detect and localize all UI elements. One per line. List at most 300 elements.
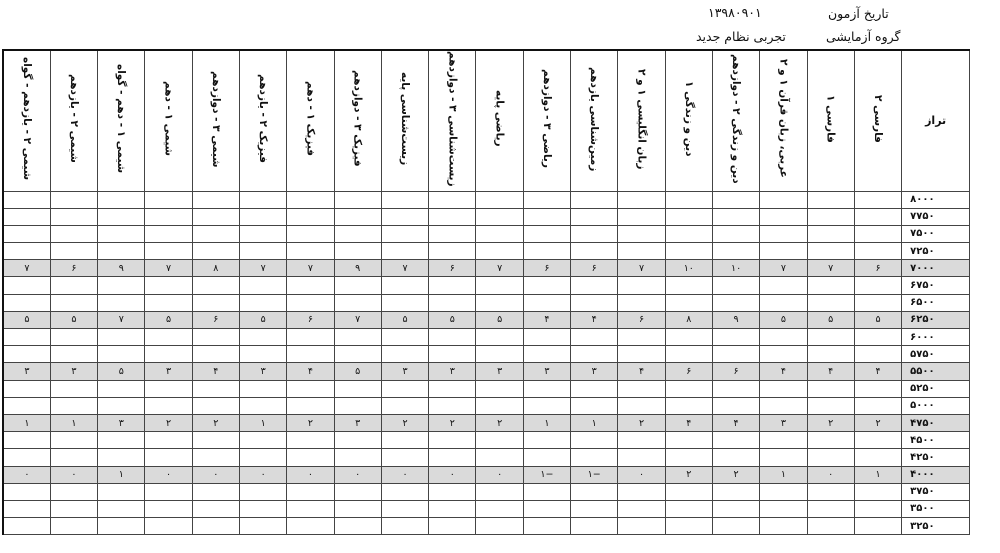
score-cell — [854, 483, 901, 500]
score-cell — [3, 294, 50, 311]
score-cell — [807, 329, 854, 346]
score-cell — [854, 191, 901, 208]
column-header — [239, 50, 286, 191]
score-cell: ۲ — [618, 414, 665, 431]
score-cell: ۷ — [334, 311, 381, 328]
column-header — [145, 50, 192, 191]
table-row — [3, 243, 970, 260]
score-cell — [523, 518, 570, 535]
score-cell — [476, 380, 523, 397]
column-header — [334, 50, 381, 191]
table-row — [3, 397, 970, 414]
score-cell — [854, 380, 901, 397]
score-cell — [381, 191, 428, 208]
score-cell — [334, 380, 381, 397]
score-cell — [665, 483, 712, 500]
score-cell — [571, 449, 618, 466]
score-cell — [618, 329, 665, 346]
score-cell: ۵ — [381, 311, 428, 328]
score-cell — [381, 483, 428, 500]
score-cell — [334, 243, 381, 260]
score-cell — [618, 346, 665, 363]
score-cell — [523, 225, 570, 242]
score-cell — [712, 346, 759, 363]
score-cell: ۴ — [287, 363, 334, 380]
score-cell — [239, 518, 286, 535]
score-cell — [429, 500, 476, 517]
score-cell: ۶ — [712, 363, 759, 380]
score-cell — [618, 432, 665, 449]
column-header — [287, 50, 334, 191]
score-cell: ۹ — [712, 311, 759, 328]
score-cell — [50, 208, 97, 225]
score-cell: ۵ — [98, 363, 145, 380]
score-cell — [145, 243, 192, 260]
taraz-value: ۶۲۵۰ — [902, 311, 970, 328]
score-cell — [807, 397, 854, 414]
score-cell — [665, 329, 712, 346]
score-cell — [334, 294, 381, 311]
score-cell — [334, 432, 381, 449]
score-cell — [287, 380, 334, 397]
score-cell — [381, 518, 428, 535]
score-cell — [712, 329, 759, 346]
score-cell — [476, 500, 523, 517]
score-cell — [571, 432, 618, 449]
score-cell — [239, 294, 286, 311]
table-row — [3, 311, 970, 328]
table-row — [3, 329, 970, 346]
column-header — [712, 50, 759, 191]
score-cell — [476, 208, 523, 225]
score-cell — [760, 243, 807, 260]
score-cell: ۴ — [192, 363, 239, 380]
score-cell — [50, 380, 97, 397]
column-header — [476, 50, 523, 191]
score-cell — [429, 397, 476, 414]
score-cell — [98, 277, 145, 294]
score-cell — [287, 329, 334, 346]
score-cell — [239, 329, 286, 346]
score-cell: ۶ — [571, 260, 618, 277]
score-cell — [145, 500, 192, 517]
score-cell — [665, 449, 712, 466]
taraz-value: ۴۰۰۰ — [902, 466, 970, 483]
score-cell: ۳ — [50, 363, 97, 380]
score-cell — [523, 243, 570, 260]
score-cell — [618, 243, 665, 260]
score-cell: ۲ — [712, 466, 759, 483]
score-cell — [98, 329, 145, 346]
score-cell — [239, 397, 286, 414]
score-cell — [665, 294, 712, 311]
score-cell — [50, 449, 97, 466]
score-cell: ۲ — [665, 466, 712, 483]
score-cell: ۰ — [3, 466, 50, 483]
score-cell — [807, 449, 854, 466]
score-cell — [854, 294, 901, 311]
taraz-value: ۸۰۰۰ — [902, 191, 970, 208]
score-cell: ۳ — [239, 363, 286, 380]
score-cell — [760, 329, 807, 346]
table-row — [3, 449, 970, 466]
score-cell — [334, 346, 381, 363]
score-cell — [98, 346, 145, 363]
score-cell — [287, 500, 334, 517]
score-cell — [476, 294, 523, 311]
score-cell — [334, 208, 381, 225]
score-cell — [618, 397, 665, 414]
score-cell — [665, 243, 712, 260]
score-cell — [145, 483, 192, 500]
score-cell — [239, 346, 286, 363]
score-cell — [712, 500, 759, 517]
score-cell — [145, 346, 192, 363]
column-header-label: زمین‌شناسی یازدهم — [588, 66, 601, 171]
score-cell — [429, 294, 476, 311]
score-cell — [239, 191, 286, 208]
score-cell — [381, 277, 428, 294]
score-cell: ۳ — [381, 363, 428, 380]
score-cell — [50, 277, 97, 294]
table-row — [3, 432, 970, 449]
score-cell: ۵ — [145, 311, 192, 328]
score-cell: ۶ — [50, 260, 97, 277]
score-cell — [145, 518, 192, 535]
score-cell: ۷ — [145, 260, 192, 277]
score-cell — [145, 397, 192, 414]
score-cell — [145, 208, 192, 225]
score-cell — [381, 449, 428, 466]
score-cell: ۱۰ — [665, 260, 712, 277]
score-cell: ۷ — [98, 311, 145, 328]
score-cell — [571, 294, 618, 311]
score-cell: ۷ — [807, 260, 854, 277]
score-cell — [854, 397, 901, 414]
exam-date-label: تاریخ آزمون — [828, 6, 889, 21]
score-cell — [712, 432, 759, 449]
score-cell — [618, 518, 665, 535]
score-cell — [3, 432, 50, 449]
score-cell — [334, 277, 381, 294]
score-cell — [381, 329, 428, 346]
score-cell — [665, 277, 712, 294]
score-cell: −۱ — [523, 466, 570, 483]
taraz-value: ۵۰۰۰ — [902, 397, 970, 414]
score-cell — [3, 243, 50, 260]
score-cell — [476, 225, 523, 242]
score-cell — [807, 500, 854, 517]
score-cell — [523, 380, 570, 397]
score-cell: ۸ — [192, 260, 239, 277]
score-cell — [665, 208, 712, 225]
score-cell — [665, 518, 712, 535]
table-row — [3, 208, 970, 225]
column-header — [618, 50, 665, 191]
score-cell: ۶ — [523, 260, 570, 277]
score-cell — [429, 208, 476, 225]
table-row — [3, 414, 970, 431]
score-cell — [334, 518, 381, 535]
score-cell — [854, 432, 901, 449]
column-header-label: زیست‌شناسی ۳ - دوازدهم — [446, 51, 459, 187]
score-cell — [523, 449, 570, 466]
column-header-label: شیمی ۱ - دهم - گواه — [115, 64, 128, 174]
score-cell: ۵ — [334, 363, 381, 380]
score-cell — [618, 500, 665, 517]
score-cell — [287, 432, 334, 449]
table-row — [3, 466, 970, 483]
score-cell — [712, 518, 759, 535]
score-cell — [50, 243, 97, 260]
score-cell — [381, 380, 428, 397]
score-cell — [145, 449, 192, 466]
score-cell: ۲ — [287, 414, 334, 431]
taraz-value: ۷۵۰۰ — [902, 225, 970, 242]
score-cell — [760, 449, 807, 466]
score-cell — [665, 225, 712, 242]
score-cell — [192, 483, 239, 500]
score-cell: ۶ — [665, 363, 712, 380]
score-cell — [618, 483, 665, 500]
score-cell — [571, 346, 618, 363]
table-row — [3, 346, 970, 363]
score-cell — [98, 243, 145, 260]
score-cell — [3, 397, 50, 414]
score-cell: ۷ — [381, 260, 428, 277]
score-cell: ۶ — [287, 311, 334, 328]
score-cell: ۱ — [571, 414, 618, 431]
score-cell — [571, 225, 618, 242]
score-cell: ۲ — [381, 414, 428, 431]
score-cell — [50, 500, 97, 517]
score-cell — [571, 243, 618, 260]
score-cell — [145, 277, 192, 294]
column-header-label: ریاضی پایه — [493, 90, 506, 148]
column-header — [571, 50, 618, 191]
score-cell — [239, 208, 286, 225]
taraz-value: ۴۵۰۰ — [902, 432, 970, 449]
score-cell — [192, 225, 239, 242]
score-cell — [712, 208, 759, 225]
score-cell: ۳ — [476, 363, 523, 380]
score-cell: ۸ — [665, 311, 712, 328]
score-cell — [429, 225, 476, 242]
score-cell — [571, 277, 618, 294]
score-cell — [476, 432, 523, 449]
score-cell — [618, 208, 665, 225]
column-header-label: زبان انگلیسی ۱ و ۲ — [635, 68, 648, 169]
score-cell — [665, 432, 712, 449]
taraz-value: ۶۰۰۰ — [902, 329, 970, 346]
score-cell — [192, 432, 239, 449]
score-cell — [98, 397, 145, 414]
column-header-label: فیزیک ۳ - دوازدهم — [351, 70, 364, 168]
taraz-value: ۳۷۵۰ — [902, 483, 970, 500]
taraz-score-table — [2, 49, 970, 535]
column-header-label: شیمی ۳ - دوازدهم — [209, 70, 222, 167]
score-cell: ۷ — [618, 260, 665, 277]
score-cell — [807, 225, 854, 242]
score-cell — [760, 191, 807, 208]
score-cell — [523, 329, 570, 346]
column-header-label: زیست‌شناسی پایه — [399, 72, 412, 166]
score-cell — [712, 449, 759, 466]
score-cell — [760, 346, 807, 363]
score-cell: ۰ — [807, 466, 854, 483]
score-cell: ۱ — [239, 414, 286, 431]
taraz-value: ۵۲۵۰ — [902, 380, 970, 397]
table-row — [3, 363, 970, 380]
score-cell — [429, 277, 476, 294]
score-cell — [239, 483, 286, 500]
score-cell — [760, 294, 807, 311]
score-cell: ۶ — [854, 260, 901, 277]
score-cell — [429, 329, 476, 346]
score-cell: ۵ — [3, 311, 50, 328]
score-cell: ۵ — [429, 311, 476, 328]
table-row — [3, 294, 970, 311]
score-cell — [665, 191, 712, 208]
score-cell — [807, 380, 854, 397]
score-cell: ۰ — [145, 466, 192, 483]
table-row — [3, 500, 970, 517]
score-cell — [239, 449, 286, 466]
column-header-taraz: تراز — [902, 50, 970, 191]
table-row — [3, 380, 970, 397]
score-cell: ۶ — [429, 260, 476, 277]
score-cell — [854, 329, 901, 346]
score-cell — [854, 208, 901, 225]
score-cell: ۳ — [145, 363, 192, 380]
column-header — [760, 50, 807, 191]
score-cell — [665, 346, 712, 363]
taraz-value: ۴۷۵۰ — [902, 414, 970, 431]
taraz-value: ۶۷۵۰ — [902, 277, 970, 294]
score-cell — [239, 277, 286, 294]
taraz-value: ۷۲۵۰ — [902, 243, 970, 260]
score-cell — [618, 225, 665, 242]
score-cell — [50, 483, 97, 500]
score-cell — [192, 277, 239, 294]
column-header — [807, 50, 854, 191]
score-cell — [807, 208, 854, 225]
group-value: تجربی نظام جدید — [696, 29, 786, 44]
score-cell: ۷ — [239, 260, 286, 277]
score-cell: ۱ — [50, 414, 97, 431]
score-cell — [287, 277, 334, 294]
score-cell: ۷ — [760, 260, 807, 277]
score-cell — [523, 294, 570, 311]
score-cell — [807, 346, 854, 363]
score-cell — [712, 294, 759, 311]
taraz-value: ۶۵۰۰ — [902, 294, 970, 311]
score-cell — [807, 432, 854, 449]
column-header-label: فارسی ۱ — [824, 94, 837, 143]
score-cell — [429, 449, 476, 466]
score-cell — [334, 329, 381, 346]
score-cell — [523, 397, 570, 414]
score-cell — [476, 243, 523, 260]
score-cell — [98, 518, 145, 535]
column-header-label: فیزیک ۲ - یازدهم — [257, 74, 270, 164]
score-cell — [571, 518, 618, 535]
score-cell — [571, 500, 618, 517]
table-row — [3, 483, 970, 500]
score-cell: ۱۰ — [712, 260, 759, 277]
score-cell — [381, 432, 428, 449]
score-cell — [287, 225, 334, 242]
score-cell: ۰ — [287, 466, 334, 483]
column-header-label: شیمی ۲ - یازدهم — [67, 74, 80, 164]
score-cell: ۰ — [239, 466, 286, 483]
table-body — [3, 191, 970, 535]
score-cell — [239, 500, 286, 517]
score-cell: ۴ — [854, 363, 901, 380]
score-cell — [854, 518, 901, 535]
score-cell: ۰ — [381, 466, 428, 483]
column-header-label: عربی، زبان قرآن ۱ و ۲ — [777, 59, 790, 179]
score-cell — [3, 329, 50, 346]
score-cell — [523, 483, 570, 500]
score-cell — [760, 500, 807, 517]
score-cell: ۹ — [98, 260, 145, 277]
score-cell — [3, 208, 50, 225]
score-cell — [334, 500, 381, 517]
column-header-label: فارسی ۲ — [871, 94, 884, 143]
table-row — [3, 191, 970, 208]
score-cell — [571, 191, 618, 208]
score-cell: ۳ — [760, 414, 807, 431]
score-cell — [98, 449, 145, 466]
score-cell — [3, 380, 50, 397]
score-cell — [712, 277, 759, 294]
score-cell — [192, 243, 239, 260]
group-label: گروه آزمایشی — [826, 29, 901, 44]
score-cell: ۰ — [618, 466, 665, 483]
score-cell — [334, 483, 381, 500]
column-header — [50, 50, 97, 191]
score-cell: ۲ — [476, 414, 523, 431]
score-cell: ۱ — [3, 414, 50, 431]
score-cell — [429, 346, 476, 363]
score-cell — [476, 329, 523, 346]
score-cell — [98, 191, 145, 208]
score-cell: ۳ — [571, 363, 618, 380]
score-cell — [760, 208, 807, 225]
score-cell — [618, 191, 665, 208]
score-cell — [98, 294, 145, 311]
score-cell — [665, 380, 712, 397]
score-cell — [192, 500, 239, 517]
score-cell: ۴ — [523, 311, 570, 328]
score-cell — [50, 518, 97, 535]
score-cell: ۰ — [192, 466, 239, 483]
score-cell — [712, 243, 759, 260]
column-header-label: ریاضی ۳ - دوازدهم — [540, 69, 553, 169]
score-cell — [523, 500, 570, 517]
column-header — [429, 50, 476, 191]
score-cell: ۳ — [334, 414, 381, 431]
score-cell — [192, 518, 239, 535]
score-cell — [760, 432, 807, 449]
score-cell: ۶ — [192, 311, 239, 328]
column-header — [665, 50, 712, 191]
score-cell — [3, 225, 50, 242]
score-cell — [287, 191, 334, 208]
score-cell — [50, 397, 97, 414]
score-cell: ۰ — [50, 466, 97, 483]
